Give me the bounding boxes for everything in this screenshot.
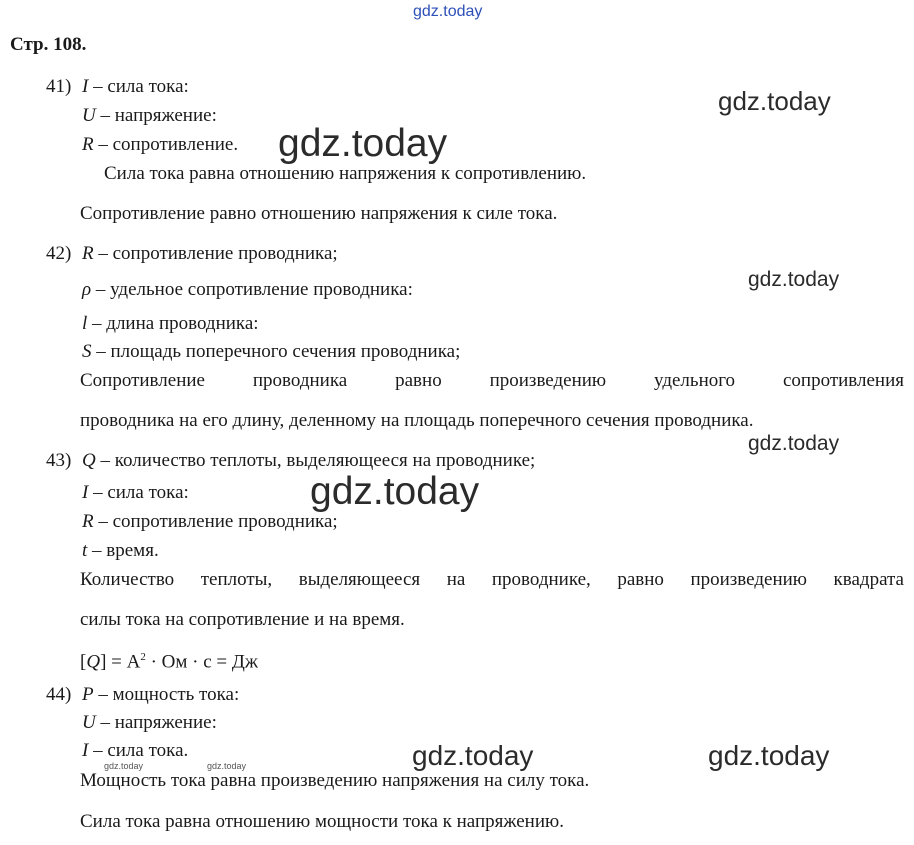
question-number: 41) xyxy=(46,76,72,97)
definition-line xyxy=(82,313,259,335)
definition-line xyxy=(82,134,238,156)
definition-text: – сопротивление проводника; xyxy=(98,243,338,264)
definition-line xyxy=(82,482,189,504)
paragraph: силы тока на сопротивление и на время. xyxy=(80,609,405,630)
symbol: R xyxy=(82,134,94,155)
symbol: Q xyxy=(82,450,96,471)
symbol: R xyxy=(82,243,94,264)
symbol: I xyxy=(82,482,89,503)
definition-text: – сила тока. xyxy=(93,740,189,761)
symbol: l xyxy=(82,313,88,334)
watermark: gdz.today xyxy=(718,86,831,116)
watermark-top: gdz.today xyxy=(413,3,483,20)
definition-text: – напряжение: xyxy=(100,712,217,733)
definition-text: – сопротивление проводника; xyxy=(98,511,338,532)
definition-line xyxy=(82,684,239,706)
definition-line xyxy=(82,450,535,472)
definition-line xyxy=(82,279,413,301)
symbol: Q xyxy=(86,651,101,673)
definition-line xyxy=(82,341,460,363)
symbol: P xyxy=(82,684,94,705)
symbol: U xyxy=(82,712,96,733)
question-number: 43) xyxy=(46,450,72,471)
watermark: gdz.today xyxy=(748,432,840,455)
paragraph: Сопротивление равно отношению напряжения к силе тока. xyxy=(80,203,558,224)
symbol: S xyxy=(82,341,92,362)
watermark: gdz.today xyxy=(278,122,448,165)
formula-unit: А xyxy=(126,651,141,673)
watermark-tiny: gdz.today xyxy=(104,761,144,771)
definition-text: – количество теплоты, выделяющееся на проводнике; xyxy=(100,450,536,471)
definition-text: – мощность тока: xyxy=(98,684,240,705)
symbol: R xyxy=(82,511,94,532)
symbol: I xyxy=(82,740,89,761)
symbol: ρ xyxy=(82,279,92,300)
watermark: gdz.today xyxy=(708,740,830,771)
definition-line xyxy=(82,511,338,533)
watermark: gdz.today xyxy=(748,268,840,291)
question-number: 44) xyxy=(46,684,72,705)
definition-text: – сила тока: xyxy=(93,482,189,503)
watermark-tiny: gdz.today xyxy=(207,761,247,771)
formula-exponent: 2 xyxy=(140,651,146,663)
definition-line xyxy=(82,243,338,265)
definition-text: – длина проводника: xyxy=(92,313,259,334)
symbol: t xyxy=(82,540,88,561)
paragraph: Мощность тока равна произведению напряжения на силу тока. xyxy=(80,770,590,791)
definition-line xyxy=(82,76,189,98)
definition-line xyxy=(82,540,159,562)
formula-bracket: [ xyxy=(80,651,87,673)
paragraph: Сопротивление проводника равно произведению удельного сопротивления xyxy=(80,370,904,391)
definition-text: – время. xyxy=(92,540,159,561)
paragraph: Количество теплоты, выделяющееся на проводнике, равно произведению квадрата xyxy=(80,569,904,590)
paragraph: Сила тока равна отношению напряжения к сопротивлению. xyxy=(104,163,587,184)
symbol: U xyxy=(82,105,96,126)
definition-text: – удельное сопротивление проводника: xyxy=(95,279,413,300)
definition-text: – сопротивление. xyxy=(98,134,239,155)
formula xyxy=(80,651,258,673)
question-number: 42) xyxy=(46,243,72,264)
paragraph: Сила тока равна отношению мощности тока к напряжению. xyxy=(80,811,564,832)
definition-text: – площадь поперечного сечения проводника; xyxy=(96,341,461,362)
definition-text: – сила тока: xyxy=(93,76,189,97)
watermark: gdz.today xyxy=(310,470,480,513)
symbol: I xyxy=(82,76,89,97)
paragraph: проводника на его длину, деленному на площадь поперечного сечения проводника. xyxy=(80,410,754,431)
definition-line xyxy=(82,712,217,734)
formula-rest: · Ом · с = Дж xyxy=(150,651,258,673)
formula-bracket: ] = xyxy=(100,651,122,673)
watermark: gdz.today xyxy=(412,740,534,771)
definition-line xyxy=(82,740,188,762)
page-title: Стр. 108. xyxy=(10,34,87,55)
definition-text: – напряжение: xyxy=(100,105,217,126)
definition-line xyxy=(82,105,217,127)
